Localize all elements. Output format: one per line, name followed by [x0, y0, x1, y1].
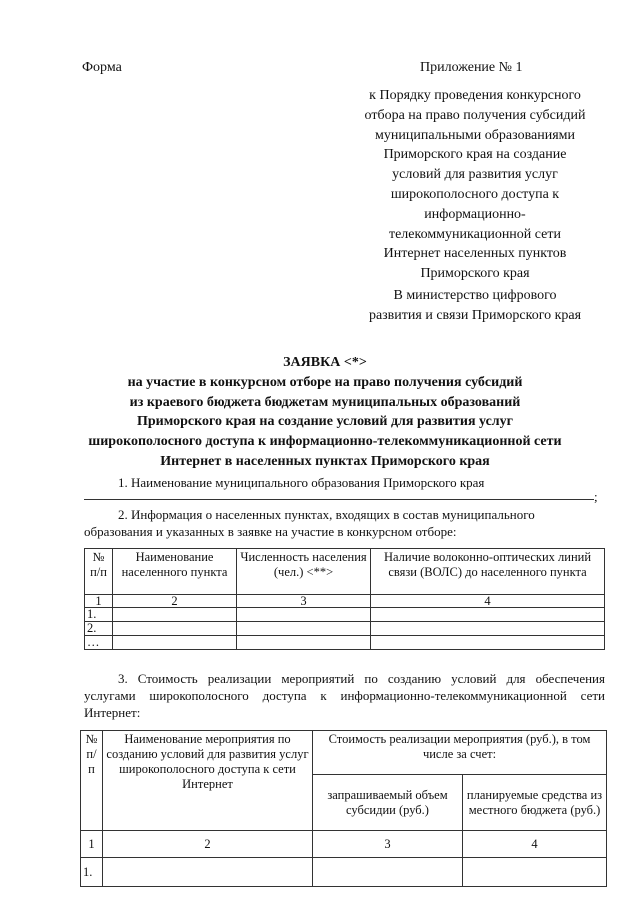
table-cell[interactable] — [313, 858, 463, 887]
section-2-text: 2. Информация о населенных пунктах, входящих в состав муниципального образования и указанных в заявке на участие в конкурсном отборе: — [84, 507, 535, 539]
title-line: на участие в конкурсном отборе на право получения субсидий — [127, 374, 523, 390]
row-number: 1. — [85, 608, 113, 622]
table-header-row — [85, 549, 605, 595]
header-cell: № п/п — [85, 549, 113, 595]
table-row — [81, 858, 607, 887]
table-cell[interactable] — [237, 622, 371, 636]
table-cell[interactable] — [113, 622, 237, 636]
settlements-table — [84, 548, 605, 650]
column-number: 2 — [113, 595, 237, 608]
header-cell: № п/ п — [81, 731, 103, 831]
table-cell[interactable] — [113, 636, 237, 650]
row-number: 1. — [81, 858, 103, 887]
appendix-line: Приморского края — [420, 266, 530, 282]
appendix-reference — [330, 86, 620, 284]
header-cell: Наличие волоконно-оптических линий связи (ВОЛС) до населенного пункта — [371, 549, 605, 595]
appendix-line: информационно- — [424, 206, 526, 222]
table-cell[interactable] — [237, 636, 371, 650]
column-number: 2 — [103, 831, 313, 858]
column-number: 3 — [313, 831, 463, 858]
costs-table — [80, 730, 607, 887]
title-line: ЗАЯВКА <*> — [283, 355, 367, 370]
addressee-line: В министерство цифрового — [393, 288, 557, 303]
title-line: Интернет в населенных пунктах Приморского края — [160, 453, 490, 469]
table-cell[interactable] — [113, 608, 237, 622]
column-number-row — [85, 595, 605, 608]
section-1-terminator: ; — [594, 489, 598, 504]
table-header-row — [81, 731, 607, 775]
header-cell: Численность населения (чел.) <**> — [237, 549, 371, 595]
column-number: 4 — [463, 831, 607, 858]
header-cell: Наименование населенного пункта — [113, 549, 237, 595]
section-3-text-end: Интернет: — [84, 705, 141, 720]
column-number: 1 — [85, 595, 113, 608]
column-number: 3 — [237, 595, 371, 608]
appendix-line: отбора на право получения субсидий — [364, 107, 586, 123]
table-cell[interactable] — [371, 608, 605, 622]
column-number: 1 — [81, 831, 103, 858]
table-cell[interactable] — [237, 608, 371, 622]
appendix-line: Интернет населенных пунктов — [383, 246, 567, 262]
title-line: Приморского края на создание условий для развития услуг — [136, 414, 514, 430]
application-title — [60, 353, 590, 472]
row-number: 2. — [85, 622, 113, 636]
addressee — [330, 286, 620, 326]
appendix-title: Приложение № 1 — [420, 60, 523, 75]
title-line: из краевого бюджета бюджетам муниципальных образований — [129, 394, 521, 410]
municipality-name-field[interactable] — [84, 499, 594, 500]
appendix-line: Приморского края на создание — [383, 147, 567, 163]
addressee-line: развития и связи Приморского края — [368, 307, 582, 323]
section-1-text: 1. Наименование муниципального образования Приморского края — [118, 475, 485, 490]
header-cell: Наименование мероприятия по созданию условий для развития услуг широкополосного доступа к сети Интернет — [103, 731, 313, 831]
table-cell[interactable] — [463, 858, 607, 887]
appendix-line: широкополосного доступа к — [390, 186, 560, 202]
header-cell: запрашиваемый объем субсидии (руб.) — [313, 775, 463, 831]
section-3-text: 3. Стоимость реализации мероприятий по созданию условий для обеспечения услугами широкополосного доступа к информационно-телекоммуникационной сети — [84, 671, 605, 703]
table-cell[interactable] — [103, 858, 313, 887]
table-row — [85, 636, 605, 650]
table-row — [85, 608, 605, 622]
appendix-line: телекоммуникационной сети — [388, 226, 562, 242]
table-cell[interactable] — [371, 622, 605, 636]
table-cell[interactable] — [371, 636, 605, 650]
header-cell: планируемые средства из местного бюджета (руб.) — [463, 775, 607, 831]
title-line: широкополосного доступа к информационно-телекоммуникационной сети — [88, 434, 562, 450]
form-label: Форма — [82, 60, 122, 75]
column-number: 4 — [371, 595, 605, 608]
row-number: … — [85, 636, 113, 650]
appendix-line: муниципальными образованиями — [375, 127, 575, 143]
column-number-row — [81, 831, 607, 858]
table-row — [85, 622, 605, 636]
appendix-line: к Порядку проведения конкурсного — [369, 88, 581, 103]
header-cell: Стоимость реализации мероприятия (руб.), в том числе за счет: — [313, 731, 607, 775]
appendix-line: условий для развития услуг — [392, 167, 558, 183]
